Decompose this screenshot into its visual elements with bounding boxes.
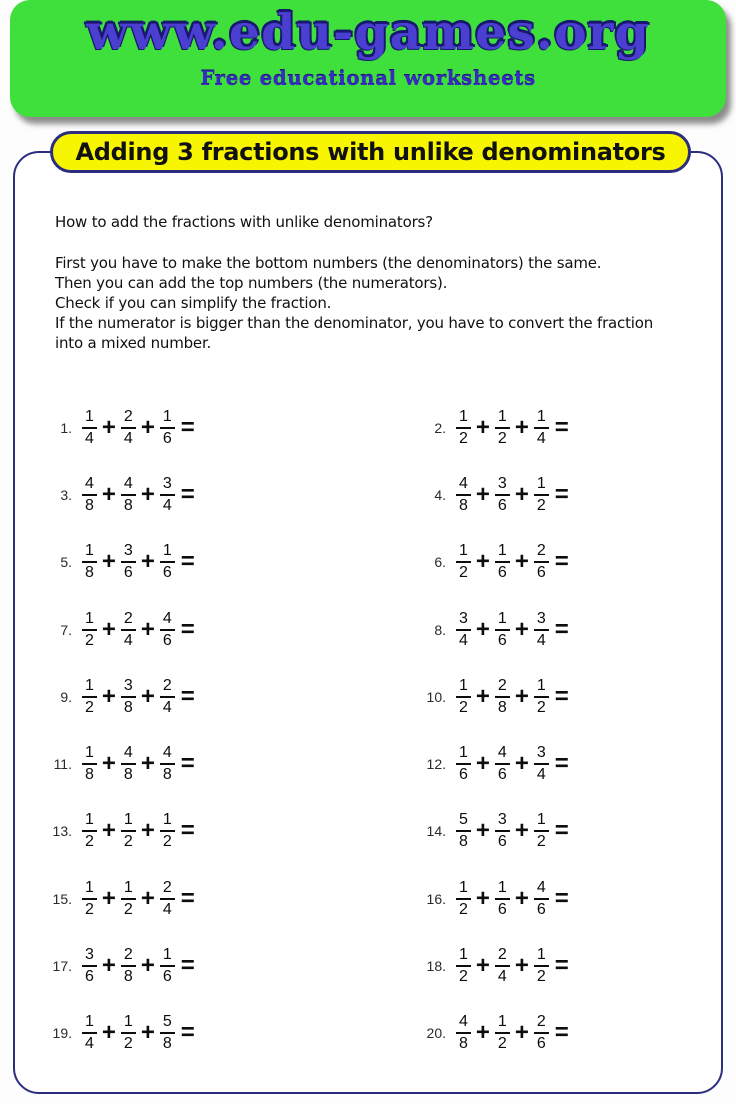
fraction-numerator: 3: [160, 475, 175, 496]
site-tagline: Free educational worksheets: [200, 66, 536, 90]
problem-item: [366, 730, 702, 797]
fraction: [534, 1013, 549, 1053]
equals-sign: =: [554, 817, 569, 845]
fraction-denominator: 8: [459, 496, 468, 514]
problem-item: [36, 730, 366, 797]
problem-item: [366, 529, 702, 596]
plus-operator: +: [101, 1019, 116, 1047]
problem-item: [36, 932, 366, 999]
fraction: [160, 744, 175, 784]
fraction-numerator: 3: [495, 475, 510, 496]
plus-operator: +: [140, 817, 155, 845]
fraction-denominator: 4: [536, 766, 546, 784]
plus-operator: +: [514, 884, 529, 912]
problem-number: 14.: [426, 823, 446, 840]
fraction: [534, 475, 549, 515]
equals-sign: =: [180, 615, 195, 643]
fraction-denominator: 4: [459, 631, 468, 649]
fraction-numerator: 4: [456, 1013, 471, 1034]
fraction-numerator: 1: [534, 811, 549, 832]
instruction-line: Check if you can simplify the fraction.: [55, 294, 332, 312]
plus-operator: +: [475, 615, 490, 643]
problem-item: [366, 932, 702, 999]
fraction-denominator: 2: [459, 900, 468, 918]
plus-operator: +: [475, 952, 490, 980]
fraction-denominator: 2: [497, 429, 507, 447]
fraction-numerator: 1: [456, 542, 471, 563]
fraction-numerator: 4: [534, 879, 549, 900]
fraction-denominator: 8: [459, 833, 468, 851]
plus-operator: +: [101, 952, 116, 980]
plus-operator: +: [475, 750, 490, 778]
fraction-numerator: 2: [121, 946, 136, 967]
fraction-denominator: 2: [85, 900, 94, 918]
fraction: [121, 475, 136, 515]
plus-operator: +: [101, 413, 116, 441]
fraction-denominator: 6: [162, 968, 172, 986]
fraction: [456, 677, 471, 717]
fraction-denominator: 6: [497, 833, 507, 851]
fraction-denominator: 2: [459, 968, 468, 986]
fraction-denominator: 2: [123, 833, 133, 851]
fraction-denominator: 4: [85, 429, 94, 447]
problem-item: [366, 1000, 702, 1067]
fraction-denominator: 8: [85, 564, 94, 582]
problem-item: [36, 461, 366, 528]
plus-operator: +: [475, 1019, 490, 1047]
fraction-numerator: 1: [495, 1013, 510, 1034]
problem-item: [36, 865, 366, 932]
fraction-numerator: 1: [456, 879, 471, 900]
fraction-denominator: 2: [459, 429, 468, 447]
fraction-numerator: 4: [456, 475, 471, 496]
fraction: [534, 408, 549, 448]
problem-number: 20.: [426, 1025, 446, 1042]
fraction: [456, 811, 471, 851]
equals-sign: =: [554, 480, 569, 508]
fraction-denominator: 2: [85, 698, 94, 716]
fraction: [456, 475, 471, 515]
fraction-denominator: 6: [497, 631, 507, 649]
fraction-numerator: 1: [456, 677, 471, 698]
fraction: [82, 879, 97, 919]
fraction: [82, 408, 97, 448]
fraction-denominator: 6: [123, 564, 133, 582]
fraction-denominator: 8: [459, 1035, 468, 1053]
plus-operator: +: [101, 548, 116, 576]
fraction-denominator: 4: [123, 429, 133, 447]
fraction: [534, 677, 549, 717]
worksheet-title: Adding 3 fractions with unlike denominators: [50, 131, 691, 173]
fraction-denominator: 8: [123, 496, 133, 514]
fraction: [456, 946, 471, 986]
fraction-denominator: 4: [85, 1035, 94, 1053]
fraction-numerator: 3: [456, 610, 471, 631]
fraction: [121, 946, 136, 986]
problem-number: 17.: [52, 958, 72, 975]
fraction: [456, 1013, 471, 1053]
fraction-denominator: 8: [123, 766, 133, 784]
fraction-numerator: 1: [82, 744, 97, 765]
fraction: [121, 811, 136, 851]
fraction-numerator: 1: [82, 408, 97, 429]
fraction: [160, 610, 175, 650]
fraction-denominator: 4: [162, 496, 172, 514]
plus-operator: +: [514, 817, 529, 845]
plus-operator: +: [475, 413, 490, 441]
plus-operator: +: [514, 615, 529, 643]
plus-operator: +: [101, 615, 116, 643]
problem-item: [366, 394, 702, 461]
fraction: [160, 542, 175, 582]
fraction-numerator: 1: [534, 408, 549, 429]
fraction-numerator: 1: [82, 542, 97, 563]
fraction-numerator: 2: [495, 677, 510, 698]
plus-operator: +: [140, 480, 155, 508]
fraction: [456, 408, 471, 448]
fraction-denominator: 4: [162, 900, 172, 918]
fraction: [495, 610, 510, 650]
fraction-denominator: 8: [162, 1035, 172, 1053]
plus-operator: +: [101, 884, 116, 912]
fraction-denominator: 4: [123, 631, 133, 649]
fraction-denominator: 8: [85, 496, 94, 514]
fraction-denominator: 6: [536, 900, 546, 918]
fraction-denominator: 2: [536, 968, 546, 986]
fraction-numerator: 1: [495, 542, 510, 563]
plus-operator: +: [475, 480, 490, 508]
fraction-denominator: 6: [497, 564, 507, 582]
fraction-denominator: 8: [162, 766, 172, 784]
fraction-numerator: 4: [160, 744, 175, 765]
fraction: [160, 677, 175, 717]
plus-operator: +: [475, 682, 490, 710]
equals-sign: =: [554, 682, 569, 710]
equals-sign: =: [180, 750, 195, 778]
problem-item: [36, 1000, 366, 1067]
problem-item: [36, 798, 366, 865]
fraction: [160, 475, 175, 515]
plus-operator: +: [514, 548, 529, 576]
fraction: [121, 408, 136, 448]
plus-operator: +: [140, 548, 155, 576]
problem-item: [366, 596, 702, 663]
fraction-denominator: 6: [85, 968, 94, 986]
fraction-numerator: 3: [82, 946, 97, 967]
instructions-question: How to add the fractions with unlike denominators?: [55, 213, 433, 231]
fraction-numerator: 1: [82, 879, 97, 900]
plus-operator: +: [514, 952, 529, 980]
plus-operator: +: [140, 682, 155, 710]
fraction-denominator: 6: [536, 1035, 546, 1053]
instruction-line: Then you can add the top numbers (the numerators).: [55, 274, 448, 292]
problem-number: 2.: [434, 419, 446, 436]
fraction-denominator: 6: [162, 429, 172, 447]
equals-sign: =: [180, 1019, 195, 1047]
fraction: [534, 542, 549, 582]
fraction: [121, 1013, 136, 1053]
problem-number: 4.: [434, 486, 446, 503]
problem-number: 19.: [52, 1025, 72, 1042]
fraction: [534, 744, 549, 784]
problem-number: 16.: [426, 890, 446, 907]
fraction-denominator: 8: [85, 766, 94, 784]
fraction: [82, 610, 97, 650]
fraction-numerator: 4: [121, 475, 136, 496]
fraction: [82, 677, 97, 717]
instructions: [55, 212, 715, 353]
problem-number: 5.: [60, 554, 72, 571]
fraction: [160, 1013, 175, 1053]
fraction: [121, 744, 136, 784]
equals-sign: =: [180, 682, 195, 710]
problem-number: 9.: [60, 688, 72, 705]
plus-operator: +: [514, 413, 529, 441]
equals-sign: =: [554, 548, 569, 576]
fraction: [495, 1013, 510, 1053]
fraction: [495, 744, 510, 784]
equals-sign: =: [554, 884, 569, 912]
instructions-lines: [55, 253, 715, 353]
plus-operator: +: [514, 750, 529, 778]
problem-number: 3.: [60, 486, 72, 503]
plus-operator: +: [140, 615, 155, 643]
fraction-denominator: 8: [123, 968, 133, 986]
fraction-denominator: 6: [497, 900, 507, 918]
problem-number: 7.: [60, 621, 72, 638]
fraction-denominator: 2: [536, 833, 546, 851]
fraction-numerator: 1: [534, 475, 549, 496]
fraction-denominator: 2: [459, 698, 468, 716]
fraction-numerator: 3: [121, 677, 136, 698]
problem-item: [366, 865, 702, 932]
fraction-denominator: 6: [162, 564, 172, 582]
fraction-numerator: 1: [121, 811, 136, 832]
fraction: [534, 811, 549, 851]
instruction-line: If the numerator is bigger than the denominator, you have to convert the fraction: [55, 314, 654, 332]
plus-operator: +: [101, 682, 116, 710]
fraction-numerator: 1: [82, 1013, 97, 1034]
fraction: [534, 946, 549, 986]
fraction: [121, 542, 136, 582]
fraction-denominator: 6: [536, 564, 546, 582]
fraction-denominator: 2: [85, 631, 94, 649]
fraction-numerator: 2: [534, 1013, 549, 1034]
fraction-numerator: 2: [160, 879, 175, 900]
fraction-numerator: 1: [160, 542, 175, 563]
fraction: [456, 744, 471, 784]
fraction-numerator: 1: [160, 811, 175, 832]
fraction-denominator: 6: [497, 496, 507, 514]
fraction-numerator: 1: [456, 408, 471, 429]
problem-item: [366, 461, 702, 528]
fraction: [121, 879, 136, 919]
fraction: [495, 542, 510, 582]
fraction: [495, 811, 510, 851]
fraction-denominator: 4: [536, 631, 546, 649]
fraction-denominator: 6: [162, 631, 172, 649]
plus-operator: +: [140, 1019, 155, 1047]
fraction-denominator: 2: [123, 1035, 133, 1053]
equals-sign: =: [180, 952, 195, 980]
equals-sign: =: [180, 413, 195, 441]
fraction-denominator: 2: [536, 698, 546, 716]
fraction-denominator: 4: [536, 429, 546, 447]
fraction-numerator: 3: [534, 610, 549, 631]
fraction-numerator: 4: [121, 744, 136, 765]
fraction: [82, 1013, 97, 1053]
fraction: [534, 610, 549, 650]
fraction-numerator: 1: [456, 744, 471, 765]
fraction-denominator: 8: [123, 698, 133, 716]
fraction-numerator: 1: [160, 408, 175, 429]
plus-operator: +: [514, 682, 529, 710]
fraction-numerator: 4: [160, 610, 175, 631]
fraction: [456, 542, 471, 582]
problem-item: [36, 394, 366, 461]
fraction-numerator: 1: [534, 946, 549, 967]
fraction: [82, 744, 97, 784]
problem-item: [366, 663, 702, 730]
problem-item: [36, 663, 366, 730]
fraction-numerator: 1: [495, 408, 510, 429]
fraction: [456, 879, 471, 919]
problem-number: 6.: [434, 554, 446, 571]
fraction-denominator: 2: [123, 900, 133, 918]
site-logo-text: www.edu-games.org: [86, 3, 650, 61]
plus-operator: +: [514, 480, 529, 508]
problem-number: 15.: [52, 890, 72, 907]
fraction-numerator: 5: [456, 811, 471, 832]
fraction: [121, 677, 136, 717]
problem-item: [36, 596, 366, 663]
equals-sign: =: [554, 952, 569, 980]
equals-sign: =: [554, 413, 569, 441]
problem-number: 12.: [426, 756, 446, 773]
problems-grid: [36, 394, 702, 1067]
fraction-numerator: 2: [121, 610, 136, 631]
fraction: [160, 879, 175, 919]
plus-operator: +: [101, 817, 116, 845]
fraction-numerator: 1: [495, 879, 510, 900]
fraction: [160, 811, 175, 851]
fraction: [534, 879, 549, 919]
plus-operator: +: [140, 750, 155, 778]
fraction-denominator: 2: [85, 833, 94, 851]
fraction-numerator: 2: [495, 946, 510, 967]
fraction-numerator: 1: [121, 1013, 136, 1034]
fraction: [495, 879, 510, 919]
problem-item: [366, 798, 702, 865]
fraction: [82, 946, 97, 986]
fraction-denominator: 6: [459, 766, 468, 784]
equals-sign: =: [180, 480, 195, 508]
problem-number: 13.: [52, 823, 72, 840]
problem-number: 10.: [426, 688, 446, 705]
fraction-denominator: 8: [497, 698, 507, 716]
plus-operator: +: [101, 480, 116, 508]
equals-sign: =: [180, 548, 195, 576]
fraction-numerator: 2: [160, 677, 175, 698]
plus-operator: +: [140, 884, 155, 912]
equals-sign: =: [554, 750, 569, 778]
fraction: [160, 946, 175, 986]
problem-number: 8.: [434, 621, 446, 638]
instruction-line: First you have to make the bottom numbers (the denominators) the same.: [55, 254, 602, 272]
plus-operator: +: [514, 1019, 529, 1047]
fraction-numerator: 3: [121, 542, 136, 563]
fraction: [495, 475, 510, 515]
fraction-numerator: 2: [534, 542, 549, 563]
fraction-numerator: 5: [160, 1013, 175, 1034]
fraction-numerator: 1: [456, 946, 471, 967]
problem-number: 1.: [60, 419, 72, 436]
plus-operator: +: [475, 817, 490, 845]
problem-number: 18.: [426, 958, 446, 975]
fraction-numerator: 3: [495, 811, 510, 832]
fraction-numerator: 4: [82, 475, 97, 496]
fraction: [495, 946, 510, 986]
plus-operator: +: [140, 952, 155, 980]
equals-sign: =: [554, 1019, 569, 1047]
fraction: [82, 475, 97, 515]
equals-sign: =: [180, 884, 195, 912]
fraction-numerator: 1: [495, 610, 510, 631]
problem-item: [36, 529, 366, 596]
fraction: [495, 677, 510, 717]
fraction: [82, 811, 97, 851]
fraction-numerator: 1: [534, 677, 549, 698]
fraction: [456, 610, 471, 650]
fraction-denominator: 2: [536, 496, 546, 514]
fraction-numerator: 1: [82, 610, 97, 631]
fraction-numerator: 4: [495, 744, 510, 765]
equals-sign: =: [180, 817, 195, 845]
fraction: [495, 408, 510, 448]
instruction-line: into a mixed number.: [55, 334, 212, 352]
fraction-numerator: 1: [82, 811, 97, 832]
fraction-numerator: 1: [82, 677, 97, 698]
fraction-denominator: 2: [162, 833, 172, 851]
fraction-denominator: 2: [459, 564, 468, 582]
fraction-denominator: 4: [497, 968, 507, 986]
plus-operator: +: [475, 884, 490, 912]
fraction-numerator: 1: [121, 879, 136, 900]
fraction: [82, 542, 97, 582]
plus-operator: +: [101, 750, 116, 778]
fraction-numerator: 3: [534, 744, 549, 765]
equals-sign: =: [554, 615, 569, 643]
fraction: [121, 610, 136, 650]
plus-operator: +: [475, 548, 490, 576]
fraction-denominator: 6: [497, 766, 507, 784]
fraction-denominator: 4: [162, 698, 172, 716]
fraction-numerator: 1: [160, 946, 175, 967]
problem-number: 11.: [53, 756, 72, 773]
fraction-denominator: 2: [497, 1035, 507, 1053]
plus-operator: +: [140, 413, 155, 441]
fraction-numerator: 2: [121, 408, 136, 429]
fraction: [160, 408, 175, 448]
site-banner: [10, 0, 726, 117]
